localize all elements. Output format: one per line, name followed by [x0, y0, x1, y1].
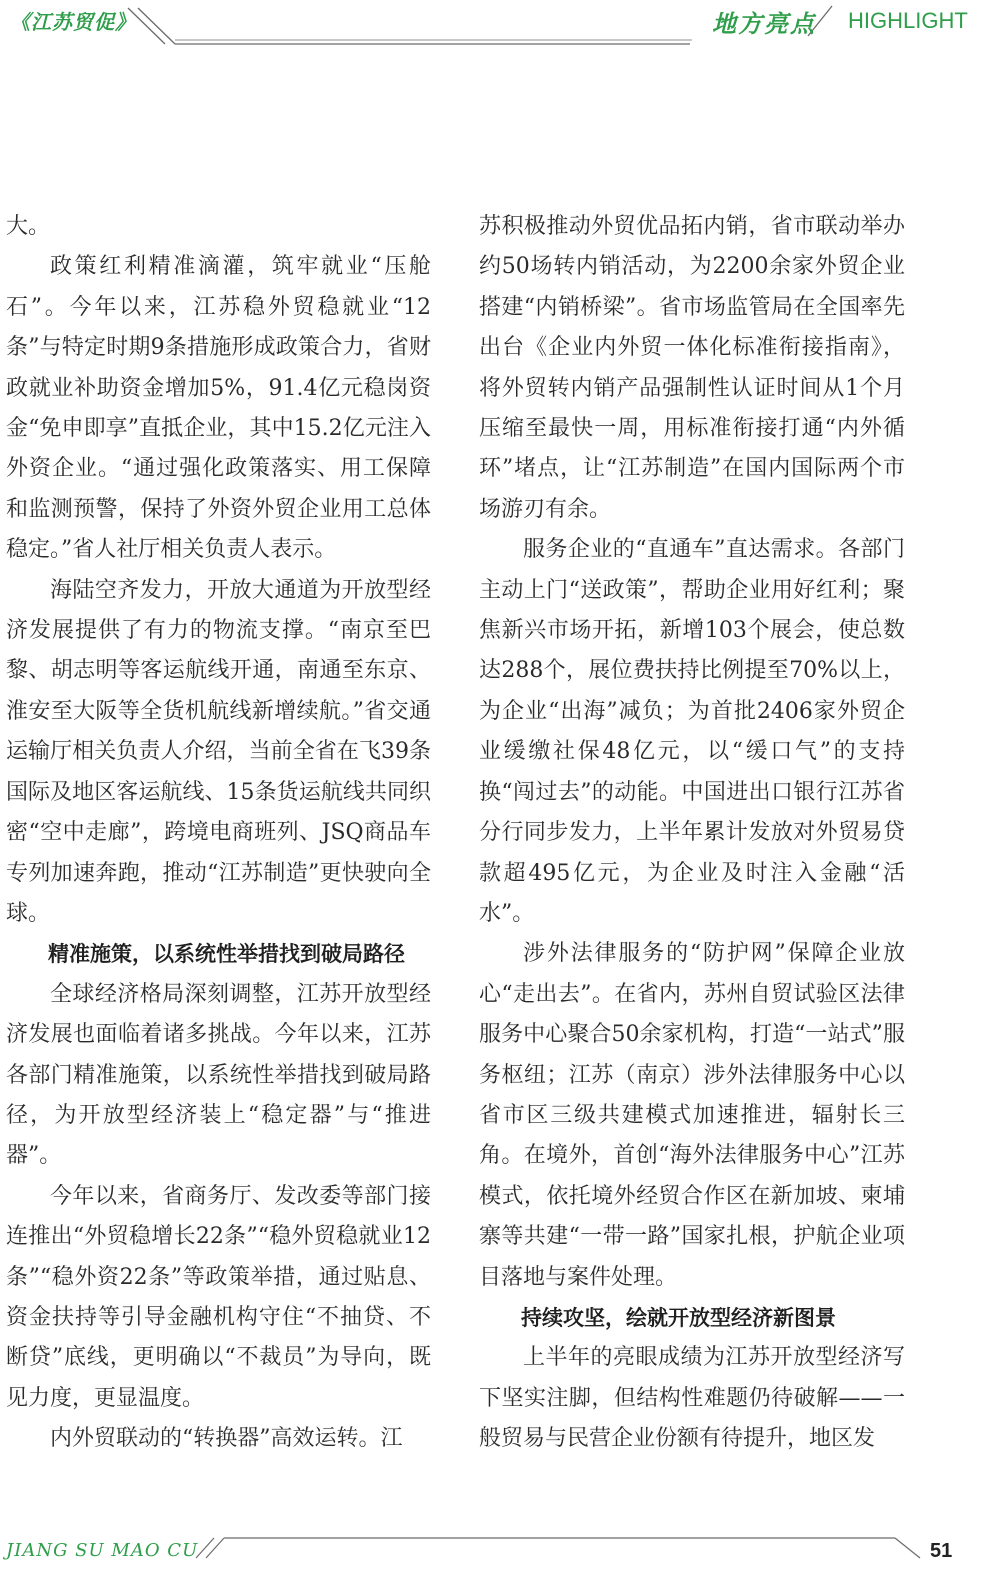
page-number: 51 — [930, 1540, 953, 1562]
section-title: 地方亮点 — [712, 9, 816, 38]
left-column — [6, 207, 431, 1460]
page-header — [0, 0, 1000, 48]
page-footer — [0, 1528, 1000, 1595]
paragraph: 今年以来，省商务厅、发改委等部门接连推出“外贸稳增长22条”“稳外贸稳就业12条”“稳外资22条”等政策举措，通过贴息、资金扶持等引导金融机构守住“不抽贷、不断贷”底线，更明确以“不裁员”为导向，既见力度，更显温度。 — [6, 1183, 431, 1411]
paragraph: 全球经济格局深刻调整，江苏开放型经济发展也面临着诸多挑战。今年以来，江苏各部门精准施策，以系统性举措找到破局路径，为开放型经济装上“稳定器”与“推进器”。 — [6, 981, 431, 1169]
paragraph: 政策红利精准滴灌，筑牢就业“压舱石”。今年以来，江苏稳外贸稳就业“12条”与特定时期9条措施形成政策合力，省财政就业补助资金增加5%，91.4亿元稳岗资金“免申即享”直抵企业，其中15.2亿元注入外资企业。“通过强化政策落实、用工保障和监测预警，保持了外资外贸企业用工总体稳定。”省人社厅相关负责人表示。 — [6, 254, 431, 563]
section-heading: 持续攻坚，绘就开放型经济新图景 — [521, 1305, 836, 1330]
magazine-title: 《江苏贸促》 — [10, 10, 136, 34]
right-column — [479, 207, 905, 1460]
paragraph: 上半年的亮眼成绩为江苏开放型经济写下坚实注脚，但结构性难题仍待破解——一般贸易与民营企业份额有待提升，地区发 — [479, 1345, 905, 1452]
footer-rules — [0, 1528, 1000, 1595]
journal-name: JIANG SU MAO CU — [6, 1540, 199, 1561]
paragraph: 服务企业的“直通车”直达需求。各部门主动上门“送政策”，帮助企业用好红利；聚焦新兴市场开拓，新增103个展会，使总数达288个，展位费扶持比例提至70%以上，为企业“出海”减负；为首批2406家外贸企业缓缴社保48亿元，以“缓口气”的支持换“闯过去”的动能。中国进出口银行江苏省分行同步发力，上半年累计发放对外贸易贷款超495亿元，为企业及时注入金融“活水”。 — [479, 537, 905, 926]
paragraph: 内外贸联动的“转换器”高效运转。江 — [50, 1426, 403, 1452]
highlight-label: HIGHLIGHT — [848, 8, 968, 33]
paragraph: 海陆空齐发力，开放大通道为开放型经济发展提供了有力的物流支撑。“南京至巴黎、胡志明等客运航线开通，南通至东京、淮安至大阪等全货机航线新增续航。”省交通运输厅相关负责人介绍，当前全省在飞39条国际及地区客运航线、15条货运航线共同织密“空中走廊”，跨境电商班列、JSQ商品车专列加速奔跑，推动“江苏制造”更快驶向全球。 — [6, 577, 431, 926]
section-heading: 精准施策，以系统性举措找到破局路径 — [48, 942, 405, 967]
paragraph: 苏积极推动外贸优品拓内销，省市联动举办约50场转内销活动，为2200余家外贸企业搭建“内销桥梁”。省市场监管局在全国率先出台《企业内外贸一体化标准衔接指南》，将外贸转内销产品强制性认证时间从1个月压缩至最快一周，用标准衔接打通“内外循环”堵点，让“江苏制造”在国内国际两个市场游刃有余。 — [479, 214, 905, 522]
paragraph: 大。 — [6, 214, 51, 239]
paragraph: 涉外法律服务的“防护网”保障企业放心“走出去”。在省内，苏州自贸试验区法律服务中心聚合50余家机构，打造“一站式”服务枢纽；江苏（南京）涉外法律服务中心以省市区三级共建模式加速推进，辐射长三角。在境外，首创“海外法律服务中心”江苏模式，依托境外经贸合作区在新加坡、柬埔寨等共建“一带一路”国家扎根，护航企业项目落地与案件处理。 — [479, 941, 905, 1290]
